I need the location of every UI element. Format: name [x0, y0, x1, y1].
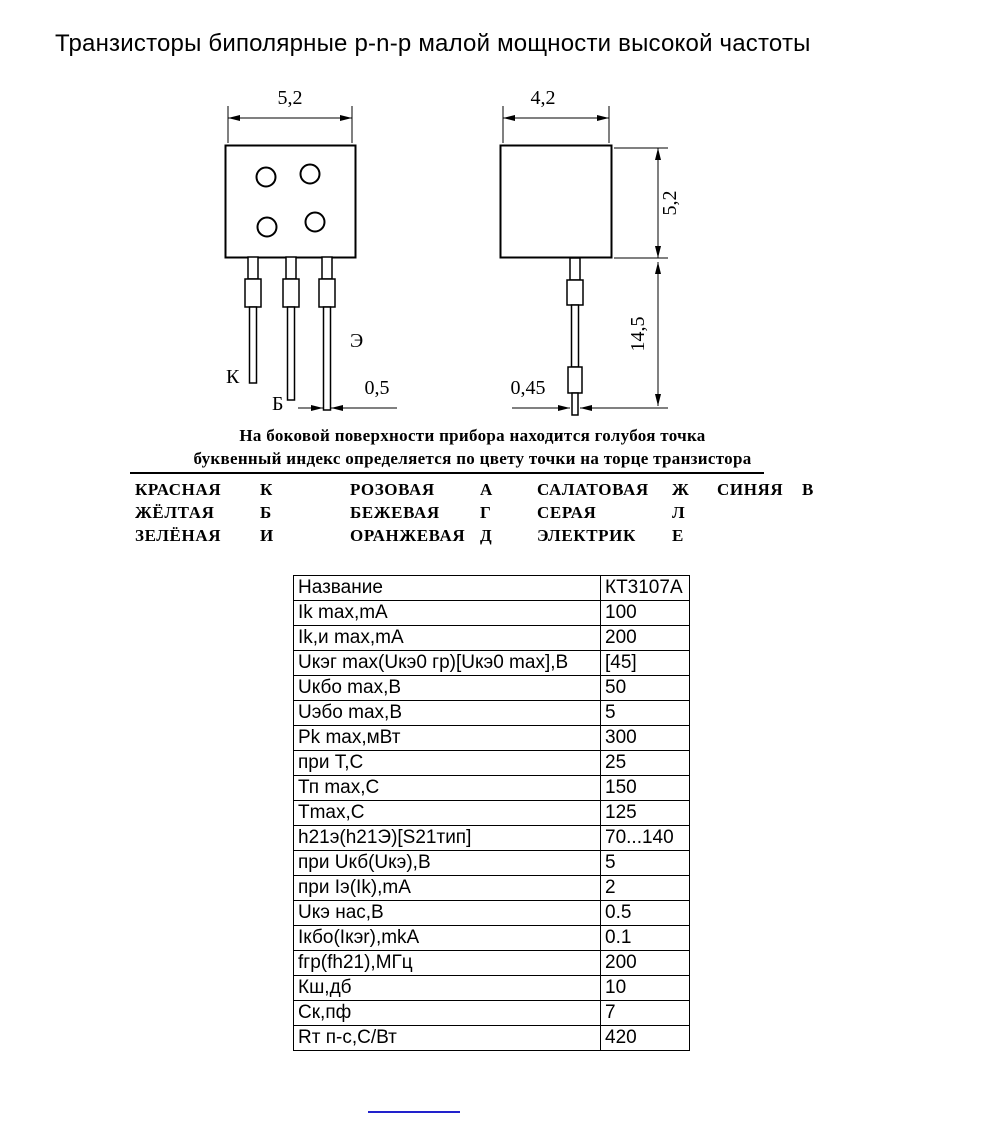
param-value: 2 — [601, 876, 690, 901]
color-name: БЕЖЕВАЯ — [350, 503, 440, 522]
param-value: 0.1 — [601, 926, 690, 951]
package-drawings — [0, 0, 1000, 470]
param-value: 0.5 — [601, 901, 690, 926]
param-value: КТ3107А — [601, 576, 690, 601]
front-body-outline — [226, 146, 356, 258]
param-name: при Uкб(Uкэ),В — [294, 851, 601, 876]
color-letter: Л — [672, 503, 686, 522]
param-name: Tmax,С — [294, 801, 601, 826]
side-lead-length-dimension — [655, 262, 661, 406]
param-row — [294, 951, 690, 976]
param-value: 150 — [601, 776, 690, 801]
front-lead-base — [283, 257, 299, 400]
param-name: при Iэ(Ik),mA — [294, 876, 601, 901]
front-lead-collector — [245, 257, 261, 383]
page-title: Транзисторы биполярные p-n-p малой мощности высокой частоты — [55, 30, 811, 57]
param-value: 7 — [601, 1001, 690, 1026]
front-view-drawing — [226, 146, 356, 411]
param-row — [294, 751, 690, 776]
color-letter: Ж — [672, 480, 690, 499]
base-lead-label: Б — [272, 393, 284, 415]
param-row — [294, 851, 690, 876]
arrowhead-right — [558, 405, 570, 411]
color-name: ЖЁЛТАЯ — [135, 503, 215, 522]
param-name: Uкбо max,В — [294, 676, 601, 701]
param-row — [294, 901, 690, 926]
parameters-table — [293, 575, 690, 1051]
color-dot-notes — [150, 424, 795, 470]
side-lead-length-dim-label: 14,5 — [627, 316, 649, 352]
side-body-outline — [501, 146, 612, 258]
arrowhead-down — [655, 246, 661, 258]
param-name: Название — [294, 576, 601, 601]
color-name — [717, 524, 802, 547]
note-line-1: На боковой поверхности прибора находится голубоя точка — [239, 426, 706, 445]
color-name: САЛАТОВАЯ — [537, 480, 649, 499]
param-value: 125 — [601, 801, 690, 826]
footer-link-underline[interactable] — [368, 1111, 460, 1113]
param-value: 25 — [601, 751, 690, 776]
arrowhead-right — [597, 115, 609, 121]
color-name: ЭЛЕКТРИК — [537, 526, 636, 545]
param-value: [45] — [601, 651, 690, 676]
param-name: Ik,и max,mA — [294, 626, 601, 651]
color-letter: И — [260, 526, 274, 545]
param-row — [294, 1026, 690, 1051]
param-value: 5 — [601, 851, 690, 876]
arrowhead-up — [655, 148, 661, 160]
param-value: 420 — [601, 1026, 690, 1051]
divider-line — [130, 472, 764, 474]
param-row — [294, 926, 690, 951]
side-body-height-dim-label: 5,2 — [659, 190, 681, 216]
arrowhead-left — [331, 405, 343, 411]
side-lead-thickness-dimension — [512, 405, 668, 411]
color-letter: А — [480, 480, 493, 499]
emitter-lead-label: Э — [350, 330, 364, 352]
param-name: при Т,С — [294, 751, 601, 776]
param-value: 10 — [601, 976, 690, 1001]
color-name: СИНЯЯ — [717, 480, 784, 499]
arrowhead-down — [655, 394, 661, 406]
color-code-table — [135, 478, 852, 547]
color-letter: Д — [480, 526, 493, 545]
color-letter: Г — [480, 503, 492, 522]
arrowhead-right — [340, 115, 352, 121]
param-row — [294, 876, 690, 901]
param-name: Uэбо max,В — [294, 701, 601, 726]
front-width-dim-label: 5,2 — [277, 87, 303, 109]
param-row — [294, 651, 690, 676]
param-row — [294, 976, 690, 1001]
param-name: Uкэг max(Uкэ0 гр)[Uкэ0 max],В — [294, 651, 601, 676]
param-name: Rт п-с,С/Вт — [294, 1026, 601, 1051]
param-name: Ik max,mA — [294, 601, 601, 626]
param-value: 100 — [601, 601, 690, 626]
param-name: Pk max,мВт — [294, 726, 601, 751]
color-letter: Е — [672, 526, 684, 545]
arrowhead-left — [580, 405, 592, 411]
param-row — [294, 576, 690, 601]
param-row — [294, 626, 690, 651]
color-name: ОРАНЖЕВАЯ — [350, 526, 466, 545]
param-name: h21э(h21Э)[S21тип] — [294, 826, 601, 851]
color-name: КРАСНАЯ — [135, 480, 222, 499]
param-row — [294, 676, 690, 701]
param-value: 50 — [601, 676, 690, 701]
note-line-2: буквенный индекс определяется по цвету точки на торце транзистора — [193, 449, 752, 468]
arrowhead-left — [503, 115, 515, 121]
param-row — [294, 701, 690, 726]
param-name: Uкэ нас,В — [294, 901, 601, 926]
color-name: РОЗОВАЯ — [350, 480, 435, 499]
param-value: 5 — [601, 701, 690, 726]
param-row — [294, 826, 690, 851]
arrowhead-left — [228, 115, 240, 121]
color-letter: Б — [260, 503, 272, 522]
param-name: Iкбо(Iкэr),mkA — [294, 926, 601, 951]
param-name: fгр(fh21),МГц — [294, 951, 601, 976]
side-lead — [567, 258, 583, 415]
color-letter: К — [260, 480, 273, 499]
front-lead-width-dimension — [298, 405, 397, 411]
side-width-dim-label: 4,2 — [530, 87, 556, 109]
param-name: Тп max,С — [294, 776, 601, 801]
color-letter — [802, 524, 852, 547]
arrowhead-right — [311, 405, 323, 411]
param-name: Кш,дб — [294, 976, 601, 1001]
param-value: 70...140 — [601, 826, 690, 851]
param-value: 300 — [601, 726, 690, 751]
param-row — [294, 1001, 690, 1026]
side-width-dimension — [503, 106, 609, 143]
color-letter: В — [802, 480, 814, 499]
side-view-drawing — [501, 146, 612, 416]
param-row — [294, 726, 690, 751]
front-lead-width-dim-label: 0,5 — [364, 377, 390, 399]
color-letter — [802, 501, 852, 524]
side-lead-thickness-dim-label: 0,45 — [510, 377, 546, 399]
color-name: ЗЕЛЁНАЯ — [135, 526, 222, 545]
param-row — [294, 776, 690, 801]
front-lead-emitter — [319, 257, 335, 410]
collector-lead-label: К — [226, 366, 240, 388]
color-name — [717, 501, 802, 524]
param-value: 200 — [601, 951, 690, 976]
param-row — [294, 601, 690, 626]
arrowhead-up — [655, 262, 661, 274]
param-value: 200 — [601, 626, 690, 651]
color-name: СЕРАЯ — [537, 503, 597, 522]
front-width-dimension — [228, 106, 352, 143]
param-name: Ск,пф — [294, 1001, 601, 1026]
param-row — [294, 801, 690, 826]
